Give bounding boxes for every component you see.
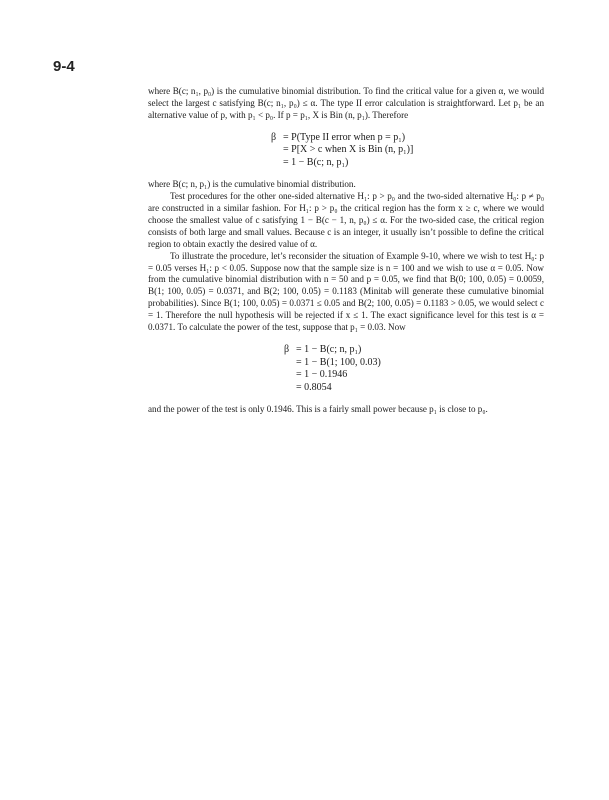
equation-type-ii-error [271,132,544,170]
equation-line: = 1 − B(c; n, p₁) [283,156,349,168]
page-body [148,86,544,416]
page-number: 9-4 [53,58,75,75]
paragraph-3: Test procedures for the other one-sided alternative H₁: p > p₀ and the two-sided alternative H₀: p ≠ p₀ are constructed in a similar fashion. For H₁: p > p₀ the critical region has the form x ≥ c, where we would choose the smallest value of c satisfying 1 − B(c − 1, n, p₀) ≤ α. For the two-sided case, the critical region consists of both large and small values. Because c is an integer, it usually isn’t possible to define the critical region to obtain exactly the desired value of α. [148,191,544,249]
equation-line: = 1 − 0.1946 [296,369,348,380]
equation-lhs: β [284,344,290,355]
equation-line: = 1 − B(c; n, p₁) [296,344,362,355]
equation-line: = 0.8054 [296,381,332,393]
paragraph-4: To illustrate the procedure, let’s reconsider the situation of Example 9-10, where we wish to test H₀: p = 0.05 verses H₁: p < 0.05. Suppose now that the sample size is n = 100 and we wish to use α = 0.05. Now from the cumulative binomial distribution with n = 50 and p = 0.05, we find that B(0; 100, 0.05) = 0.0059, B(1; 100, 0.05) = 0.0371, and B(2; 100, 0.05) = 0.1183 (Minitab will generate these cumulative binomial probabilities). Since B(1; 100, 0.05) = 0.0371 ≤ 0.05 and B(2; 100, 0.05) = 0.1183 > 0.05, we would select c = 1. Therefore the null hypothesis will be rejected if x ≤ 1. The exact significance level for this test is α = 0.0371. To calculate the power of the test, suppose that p₁ = 0.03. Now [148,250,544,333]
paragraph-1: where B(c; n₁, p₀) is the cumulative binomial distribution. To find the critical value for a given α, we would select the largest c satisfying B(c; n₁, p₀) ≤ α. The type II error calculation is straightforward. Let p₁ be an alternative value of p, with p₁ < p₀. If p = p₁, X is Bin (n, p₁). Therefore [148,86,544,120]
equation-line: = P[X > c when X is Bin (n, p₁)] [283,144,414,156]
equation-line: = 1 − B(1; 100, 0.03) [296,356,381,368]
paragraph-5: and the power of the test is only 0.1946. This is a fairly small power because p₁ is close to p₀. [148,404,488,414]
equation-line: = P(Type II error when p = p₁) [283,131,406,143]
equation-lhs: β [271,131,277,143]
paragraph-2: where B(c; n, p₁) is the cumulative binomial distribution. [148,179,356,190]
equation-power-calc [284,344,544,394]
